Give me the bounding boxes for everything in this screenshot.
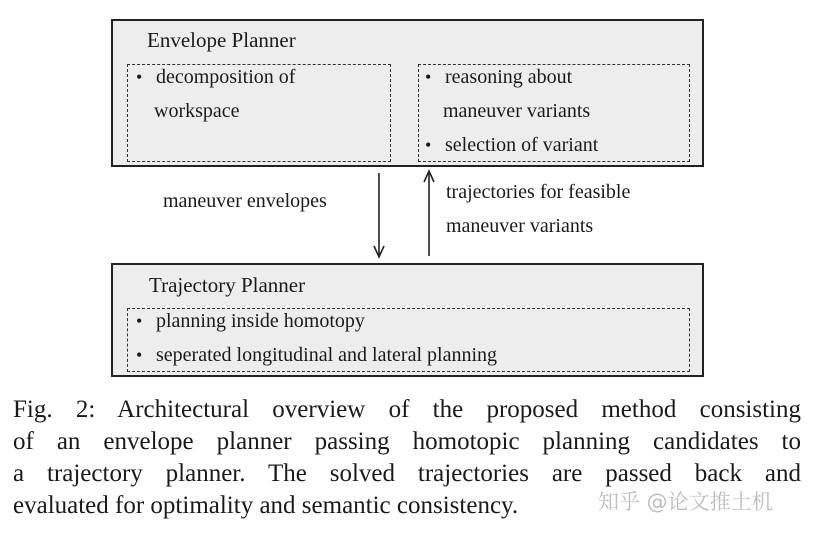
bullet-marker: •	[425, 135, 432, 155]
longitudinal-lateral-line: seperated longitudinal and lateral planning	[156, 344, 497, 366]
trajectory-planner-box	[111, 263, 704, 377]
watermark: 知乎 @论文推土机	[598, 490, 773, 514]
trajectory-items-box	[127, 308, 690, 372]
reasoning-line2: maneuver variants	[443, 100, 591, 122]
reasoning-line1: reasoning about	[445, 66, 573, 88]
caption-line4: evaluated for optimality and semantic consistency.	[13, 492, 519, 519]
homotopy-line: planning inside homotopy	[156, 310, 365, 332]
trajectories-label-line1: trajectories for feasible	[446, 181, 631, 203]
trajectories-label-line2: maneuver variants	[446, 215, 594, 237]
caption-line2: of an envelope planner passing homotopic planning candidates to	[13, 428, 801, 455]
caption-line1: Fig. 2: Architectural overview of the proposed method consisting	[13, 396, 801, 423]
bullet-marker: •	[136, 311, 143, 331]
maneuver-envelopes-label: maneuver envelopes	[163, 190, 327, 212]
bullet-marker: •	[425, 67, 432, 87]
decomposition-line2: workspace	[154, 100, 240, 122]
bullet-marker: •	[136, 345, 143, 365]
caption-line3: a trajectory planner. The solved trajectories are passed back and	[13, 460, 801, 487]
envelope-planner-title: Envelope Planner	[147, 28, 296, 52]
bullet-marker: •	[136, 67, 143, 87]
selection-line: selection of variant	[445, 134, 599, 156]
decomposition-line1: decomposition of	[156, 66, 296, 88]
trajectory-planner-title: Trajectory Planner	[149, 273, 306, 297]
